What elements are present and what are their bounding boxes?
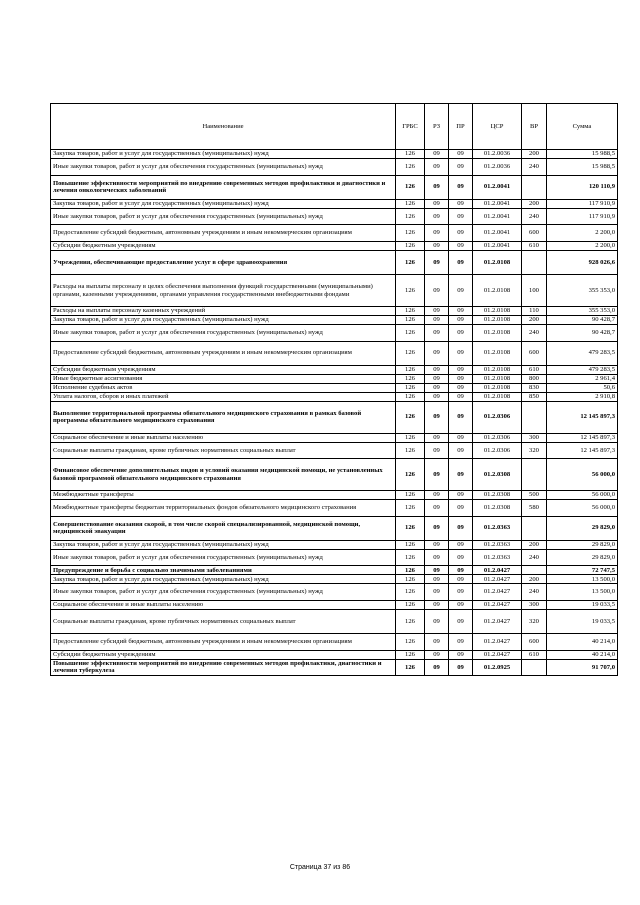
cell-csr: 01.2.0306 xyxy=(473,401,522,433)
cell-csr: 01.2.0108 xyxy=(473,250,522,274)
cell-vr: 100 xyxy=(522,275,547,307)
cell-grbs: 126 xyxy=(396,650,425,659)
page-number: Страница 37 из 86 xyxy=(289,864,351,871)
cell-grbs: 126 xyxy=(396,159,425,176)
cell-grbs: 126 xyxy=(396,490,425,499)
cell-sum: 56 000,0 xyxy=(547,459,618,491)
cell-name: Закупка товаров, работ и услуг для государственных (муниципальных) нужд xyxy=(51,540,396,549)
table-row xyxy=(51,600,618,609)
header-name: Наименование xyxy=(51,104,396,150)
cell-rz: 09 xyxy=(425,401,449,433)
cell-pr: 09 xyxy=(449,159,473,176)
cell-rz: 09 xyxy=(425,383,449,392)
table-row xyxy=(51,499,618,516)
cell-pr: 09 xyxy=(449,650,473,659)
cell-grbs: 126 xyxy=(396,208,425,225)
cell-vr xyxy=(522,175,547,199)
cell-csr: 01.2.0427 xyxy=(473,600,522,609)
table-header-row xyxy=(51,104,618,150)
cell-sum: 117 910,9 xyxy=(547,208,618,225)
table-row xyxy=(51,549,618,566)
table-row xyxy=(51,208,618,225)
cell-csr: 01.2.0306 xyxy=(473,442,522,459)
cell-rz: 09 xyxy=(425,208,449,225)
cell-csr: 01.2.0925 xyxy=(473,659,522,676)
table-row xyxy=(51,150,618,159)
table-row xyxy=(51,433,618,442)
table-row xyxy=(51,199,618,208)
cell-sum: 12 145 897,3 xyxy=(547,401,618,433)
cell-name: Закупка товаров, работ и услуг для государственных (муниципальных) нужд xyxy=(51,575,396,584)
cell-name: Исполнение судебных актов xyxy=(51,383,396,392)
cell-rz: 09 xyxy=(425,315,449,324)
cell-rz: 09 xyxy=(425,365,449,374)
cell-pr: 09 xyxy=(449,459,473,491)
cell-csr: 01.2.0427 xyxy=(473,566,522,575)
cell-name: Межбюджетные трансферты xyxy=(51,490,396,499)
table-row xyxy=(51,241,618,250)
cell-name: Предоставление субсидий бюджетным, автономным учреждениям и иным некоммерческим организациям xyxy=(51,634,396,651)
cell-vr xyxy=(522,659,547,676)
cell-sum: 2 200,0 xyxy=(547,241,618,250)
table-row xyxy=(51,159,618,176)
cell-pr: 09 xyxy=(449,241,473,250)
cell-pr: 09 xyxy=(449,600,473,609)
cell-pr: 09 xyxy=(449,250,473,274)
cell-grbs: 126 xyxy=(396,225,425,242)
header-sum: Сумма xyxy=(547,104,618,150)
cell-pr: 09 xyxy=(449,442,473,459)
cell-csr: 01.2.0041 xyxy=(473,199,522,208)
cell-vr: 800 xyxy=(522,374,547,383)
cell-vr: 200 xyxy=(522,575,547,584)
cell-rz: 09 xyxy=(425,392,449,401)
cell-sum: 56 000,0 xyxy=(547,499,618,516)
cell-rz: 09 xyxy=(425,540,449,549)
cell-grbs: 126 xyxy=(396,600,425,609)
cell-rz: 09 xyxy=(425,609,449,633)
table-row xyxy=(51,315,618,324)
cell-sum: 355 353,0 xyxy=(547,275,618,307)
cell-sum: 479 283,5 xyxy=(547,365,618,374)
cell-name: Расходы на выплаты персоналу в целях обеспечения выполнения функций государственными (муниципальными) органами, казенными учреждениями, органами управления государственными внебюджетными фондами xyxy=(51,275,396,307)
cell-grbs: 126 xyxy=(396,150,425,159)
cell-name: Учреждения, обеспечивающие предоставление услуг в сфере здравоохранения xyxy=(51,250,396,274)
cell-vr xyxy=(522,566,547,575)
cell-pr: 09 xyxy=(449,401,473,433)
cell-pr: 09 xyxy=(449,275,473,307)
cell-vr: 200 xyxy=(522,199,547,208)
cell-rz: 09 xyxy=(425,199,449,208)
cell-grbs: 126 xyxy=(396,315,425,324)
cell-vr: 110 xyxy=(522,306,547,315)
cell-pr: 09 xyxy=(449,566,473,575)
cell-pr: 09 xyxy=(449,634,473,651)
table-row xyxy=(51,306,618,315)
cell-rz: 09 xyxy=(425,241,449,250)
cell-name: Закупка товаров, работ и услуг для государственных (муниципальных) нужд xyxy=(51,150,396,159)
cell-pr: 09 xyxy=(449,549,473,566)
cell-rz: 09 xyxy=(425,159,449,176)
cell-pr: 09 xyxy=(449,150,473,159)
header-vr: ВР xyxy=(522,104,547,150)
cell-rz: 09 xyxy=(425,566,449,575)
cell-csr: 01.2.0363 xyxy=(473,516,522,540)
cell-name: Иные закупки товаров, работ и услуг для обеспечения государственных (муниципальных) нужд xyxy=(51,208,396,225)
cell-name: Предупреждение и борьба с социально значимыми заболеваниями xyxy=(51,566,396,575)
cell-csr: 01.2.0108 xyxy=(473,374,522,383)
table-row xyxy=(51,392,618,401)
cell-grbs: 126 xyxy=(396,442,425,459)
table-row xyxy=(51,250,618,274)
cell-name: Финансовое обеспечение дополнительных видов и условий оказания медицинской помощи, не установленных базовой программой обязательного медицинского страхования xyxy=(51,459,396,491)
cell-csr: 01.2.0427 xyxy=(473,650,522,659)
cell-vr xyxy=(522,459,547,491)
cell-grbs: 126 xyxy=(396,199,425,208)
cell-vr: 600 xyxy=(522,634,547,651)
cell-rz: 09 xyxy=(425,634,449,651)
table-row xyxy=(51,650,618,659)
cell-name: Субсидии бюджетным учреждениям xyxy=(51,241,396,250)
table-row xyxy=(51,659,618,676)
cell-pr: 09 xyxy=(449,208,473,225)
cell-grbs: 126 xyxy=(396,549,425,566)
cell-grbs: 126 xyxy=(396,306,425,315)
table-row xyxy=(51,324,618,341)
cell-csr: 01.2.0308 xyxy=(473,459,522,491)
cell-grbs: 126 xyxy=(396,341,425,365)
cell-csr: 01.2.0036 xyxy=(473,159,522,176)
cell-vr: 240 xyxy=(522,159,547,176)
cell-pr: 09 xyxy=(449,540,473,549)
cell-name: Межбюджетные трансферты бюджетам территориальных фондов обязательного медицинского страхования xyxy=(51,499,396,516)
cell-pr: 09 xyxy=(449,516,473,540)
cell-csr: 01.2.0108 xyxy=(473,306,522,315)
table-row xyxy=(51,365,618,374)
cell-pr: 09 xyxy=(449,374,473,383)
cell-sum: 56 000,0 xyxy=(547,490,618,499)
cell-vr: 580 xyxy=(522,499,547,516)
cell-sum: 90 428,7 xyxy=(547,324,618,341)
cell-sum: 72 747,5 xyxy=(547,566,618,575)
cell-vr xyxy=(522,401,547,433)
cell-grbs: 126 xyxy=(396,250,425,274)
cell-sum: 15 988,5 xyxy=(547,150,618,159)
table-row xyxy=(51,575,618,584)
cell-name: Повышение эффективности мероприятий по внедрению современных методов профилактики и диагностики и лечения онкологических заболеваний xyxy=(51,175,396,199)
cell-csr: 01.2.0041 xyxy=(473,225,522,242)
cell-csr: 01.2.0427 xyxy=(473,575,522,584)
cell-rz: 09 xyxy=(425,650,449,659)
cell-sum: 91 707,0 xyxy=(547,659,618,676)
header-grbs: ГРБС xyxy=(396,104,425,150)
cell-name: Уплата налогов, сборов и иных платежей xyxy=(51,392,396,401)
cell-csr: 01.2.0041 xyxy=(473,175,522,199)
cell-pr: 09 xyxy=(449,365,473,374)
cell-sum: 29 829,0 xyxy=(547,549,618,566)
cell-grbs: 126 xyxy=(396,392,425,401)
cell-rz: 09 xyxy=(425,225,449,242)
cell-vr: 320 xyxy=(522,609,547,633)
cell-name: Социальные выплаты гражданам, кроме публичных нормативных социальных выплат xyxy=(51,609,396,633)
table-row xyxy=(51,459,618,491)
table-row xyxy=(51,341,618,365)
cell-name: Иные закупки товаров, работ и услуг для обеспечения государственных (муниципальных) нужд xyxy=(51,549,396,566)
cell-pr: 09 xyxy=(449,383,473,392)
cell-vr: 830 xyxy=(522,383,547,392)
cell-rz: 09 xyxy=(425,584,449,601)
cell-sum: 15 988,5 xyxy=(547,159,618,176)
cell-name: Выполнение территориальной программы обязательного медицинского страхования в рамках базовой программы обязательного медицинского страхования xyxy=(51,401,396,433)
cell-rz: 09 xyxy=(425,490,449,499)
cell-pr: 09 xyxy=(449,659,473,676)
header-pr: ПР xyxy=(449,104,473,150)
table-row xyxy=(51,540,618,549)
cell-pr: 09 xyxy=(449,575,473,584)
cell-vr: 320 xyxy=(522,442,547,459)
cell-vr: 200 xyxy=(522,540,547,549)
cell-name: Совершенствование оказания скорой, в том числе скорой специализированной, медицинской помощи, медицинской эвакуации xyxy=(51,516,396,540)
cell-csr: 01.2.0306 xyxy=(473,433,522,442)
cell-grbs: 126 xyxy=(396,634,425,651)
cell-vr: 610 xyxy=(522,650,547,659)
cell-csr: 01.2.0427 xyxy=(473,584,522,601)
cell-rz: 09 xyxy=(425,600,449,609)
cell-csr: 01.2.0041 xyxy=(473,208,522,225)
cell-pr: 09 xyxy=(449,499,473,516)
table-row xyxy=(51,566,618,575)
cell-grbs: 126 xyxy=(396,584,425,601)
table-body xyxy=(51,150,618,676)
cell-sum: 40 214,0 xyxy=(547,650,618,659)
cell-grbs: 126 xyxy=(396,459,425,491)
cell-sum: 29 829,0 xyxy=(547,540,618,549)
cell-rz: 09 xyxy=(425,549,449,566)
cell-csr: 01.2.0036 xyxy=(473,150,522,159)
header-rz: РЗ xyxy=(425,104,449,150)
cell-sum: 13 500,0 xyxy=(547,584,618,601)
cell-pr: 09 xyxy=(449,306,473,315)
cell-vr: 200 xyxy=(522,150,547,159)
cell-csr: 01.2.0363 xyxy=(473,549,522,566)
table-row xyxy=(51,175,618,199)
cell-vr xyxy=(522,250,547,274)
cell-sum: 355 353,0 xyxy=(547,306,618,315)
table-row xyxy=(51,401,618,433)
cell-grbs: 126 xyxy=(396,401,425,433)
cell-grbs: 126 xyxy=(396,374,425,383)
cell-grbs: 126 xyxy=(396,499,425,516)
cell-rz: 09 xyxy=(425,659,449,676)
cell-name: Повышение эффективности мероприятий по внедрению современных методов профилактики, диагностики и лечения туберкулеза xyxy=(51,659,396,676)
table-row xyxy=(51,275,618,307)
cell-sum: 12 145 897,3 xyxy=(547,442,618,459)
cell-grbs: 126 xyxy=(396,175,425,199)
cell-csr: 01.2.0308 xyxy=(473,499,522,516)
cell-name: Иные бюджетные ассигнования xyxy=(51,374,396,383)
cell-grbs: 126 xyxy=(396,566,425,575)
cell-sum: 2 910,8 xyxy=(547,392,618,401)
header-csr: ЦСР xyxy=(473,104,522,150)
cell-vr xyxy=(522,516,547,540)
cell-name: Иные закупки товаров, работ и услуг для обеспечения государственных (муниципальных) нужд xyxy=(51,324,396,341)
cell-vr: 240 xyxy=(522,584,547,601)
cell-rz: 09 xyxy=(425,575,449,584)
cell-vr: 600 xyxy=(522,341,547,365)
cell-name: Субсидии бюджетным учреждениям xyxy=(51,650,396,659)
cell-vr: 300 xyxy=(522,600,547,609)
cell-name: Иные закупки товаров, работ и услуг для обеспечения государственных (муниципальных) нужд xyxy=(51,584,396,601)
cell-csr: 01.2.0427 xyxy=(473,609,522,633)
cell-csr: 01.2.0108 xyxy=(473,392,522,401)
cell-vr: 300 xyxy=(522,433,547,442)
cell-rz: 09 xyxy=(425,374,449,383)
cell-grbs: 126 xyxy=(396,575,425,584)
table-row xyxy=(51,490,618,499)
cell-rz: 09 xyxy=(425,433,449,442)
cell-name: Закупка товаров, работ и услуг для государственных (муниципальных) нужд xyxy=(51,199,396,208)
cell-rz: 09 xyxy=(425,341,449,365)
cell-pr: 09 xyxy=(449,584,473,601)
cell-grbs: 126 xyxy=(396,241,425,250)
cell-rz: 09 xyxy=(425,150,449,159)
cell-csr: 01.2.0308 xyxy=(473,490,522,499)
cell-sum: 90 428,7 xyxy=(547,315,618,324)
table-row xyxy=(51,584,618,601)
cell-grbs: 126 xyxy=(396,324,425,341)
cell-vr: 240 xyxy=(522,324,547,341)
cell-grbs: 126 xyxy=(396,433,425,442)
cell-sum: 928 026,6 xyxy=(547,250,618,274)
cell-vr: 240 xyxy=(522,208,547,225)
cell-sum: 12 145 897,3 xyxy=(547,433,618,442)
cell-rz: 09 xyxy=(425,250,449,274)
cell-sum: 2 200,0 xyxy=(547,225,618,242)
cell-csr: 01.2.0108 xyxy=(473,383,522,392)
cell-grbs: 126 xyxy=(396,609,425,633)
cell-vr: 600 xyxy=(522,225,547,242)
cell-grbs: 126 xyxy=(396,516,425,540)
cell-name: Предоставление субсидий бюджетным, автономным учреждениям и иным некоммерческим организациям xyxy=(51,225,396,242)
table-row xyxy=(51,516,618,540)
cell-name: Социальное обеспечение и иные выплаты населению xyxy=(51,600,396,609)
cell-name: Социальное обеспечение и иные выплаты населению xyxy=(51,433,396,442)
cell-pr: 09 xyxy=(449,175,473,199)
cell-vr: 240 xyxy=(522,549,547,566)
cell-name: Иные закупки товаров, работ и услуг для обеспечения государственных (муниципальных) нужд xyxy=(51,159,396,176)
cell-name: Предоставление субсидий бюджетным, автономным учреждениям и иным некоммерческим организациям xyxy=(51,341,396,365)
cell-pr: 09 xyxy=(449,315,473,324)
cell-csr: 01.2.0108 xyxy=(473,365,522,374)
cell-rz: 09 xyxy=(425,499,449,516)
cell-vr: 500 xyxy=(522,490,547,499)
cell-sum: 19 033,5 xyxy=(547,600,618,609)
table-row xyxy=(51,442,618,459)
cell-pr: 09 xyxy=(449,490,473,499)
cell-rz: 09 xyxy=(425,459,449,491)
cell-pr: 09 xyxy=(449,609,473,633)
cell-sum: 120 110,9 xyxy=(547,175,618,199)
cell-name: Социальные выплаты гражданам, кроме публичных нормативных социальных выплат xyxy=(51,442,396,459)
cell-sum: 13 500,0 xyxy=(547,575,618,584)
cell-grbs: 126 xyxy=(396,365,425,374)
cell-vr: 610 xyxy=(522,365,547,374)
cell-grbs: 126 xyxy=(396,275,425,307)
cell-pr: 09 xyxy=(449,392,473,401)
cell-pr: 09 xyxy=(449,324,473,341)
budget-table xyxy=(50,103,618,676)
cell-csr: 01.2.0041 xyxy=(473,241,522,250)
cell-csr: 01.2.0108 xyxy=(473,324,522,341)
cell-csr: 01.2.0108 xyxy=(473,275,522,307)
cell-csr: 01.2.0108 xyxy=(473,315,522,324)
cell-grbs: 126 xyxy=(396,540,425,549)
cell-rz: 09 xyxy=(425,442,449,459)
cell-rz: 09 xyxy=(425,275,449,307)
cell-sum: 29 829,0 xyxy=(547,516,618,540)
cell-vr: 200 xyxy=(522,315,547,324)
table-row xyxy=(51,609,618,633)
table-row xyxy=(51,634,618,651)
cell-sum: 479 283,5 xyxy=(547,341,618,365)
cell-grbs: 126 xyxy=(396,383,425,392)
cell-csr: 01.2.0108 xyxy=(473,341,522,365)
cell-rz: 09 xyxy=(425,516,449,540)
table-row xyxy=(51,383,618,392)
cell-vr: 610 xyxy=(522,241,547,250)
cell-sum: 2 961,4 xyxy=(547,374,618,383)
cell-pr: 09 xyxy=(449,225,473,242)
cell-rz: 09 xyxy=(425,175,449,199)
cell-csr: 01.2.0363 xyxy=(473,540,522,549)
cell-vr: 850 xyxy=(522,392,547,401)
cell-csr: 01.2.0427 xyxy=(473,634,522,651)
cell-grbs: 126 xyxy=(396,659,425,676)
cell-name: Закупка товаров, работ и услуг для государственных (муниципальных) нужд xyxy=(51,315,396,324)
cell-pr: 09 xyxy=(449,199,473,208)
cell-sum: 19 033,5 xyxy=(547,609,618,633)
cell-pr: 09 xyxy=(449,341,473,365)
cell-rz: 09 xyxy=(425,324,449,341)
table-row xyxy=(51,225,618,242)
cell-sum: 50,6 xyxy=(547,383,618,392)
cell-name: Субсидии бюджетным учреждениям xyxy=(51,365,396,374)
cell-sum: 40 214,0 xyxy=(547,634,618,651)
cell-name: Расходы на выплаты персоналу казенных учреждений xyxy=(51,306,396,315)
cell-rz: 09 xyxy=(425,306,449,315)
cell-pr: 09 xyxy=(449,433,473,442)
table-row xyxy=(51,374,618,383)
cell-sum: 117 910,9 xyxy=(547,199,618,208)
